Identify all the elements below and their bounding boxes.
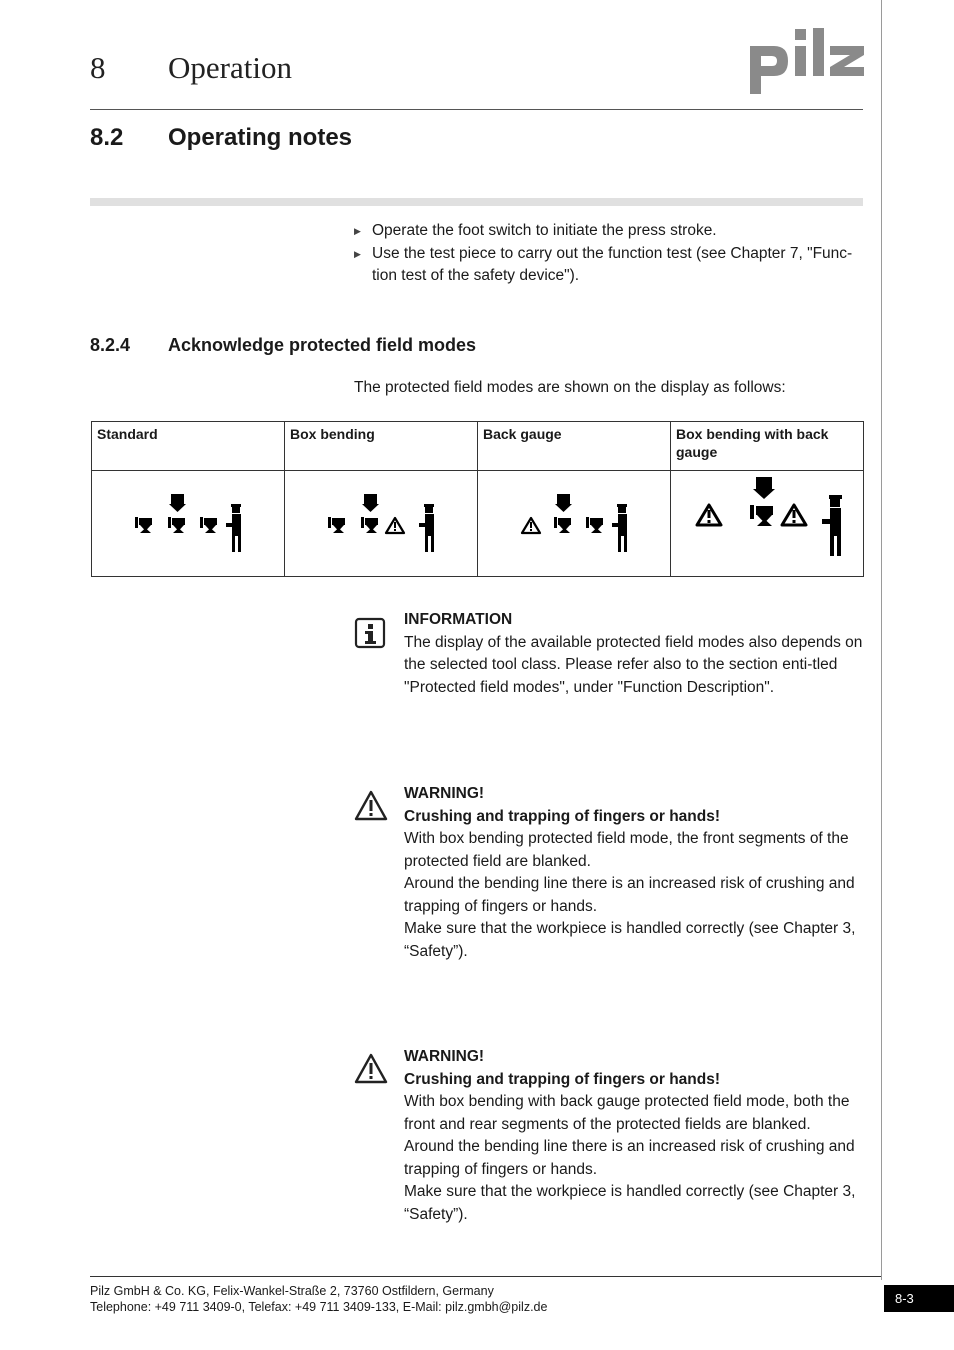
step-item <box>354 243 866 288</box>
step-text: Operate the foot switch to initiate the press stroke. <box>372 222 717 239</box>
warning-line: Make sure that the workpiece is handled correctly (see Chapter 3, “Safety”). <box>404 1183 856 1223</box>
operator-icon <box>226 504 241 552</box>
warning-triangle-icon <box>354 1052 388 1086</box>
footer-address: Pilz GmbH & Co. KG, Felix-Wankel-Straße 2, 73760 Ostfildern, Germany <box>90 1284 494 1298</box>
warning-line: Around the bending line there is an increased risk of crushing and trapping of fingers or hands. <box>404 1138 855 1178</box>
footer <box>90 1283 547 1315</box>
column-header: Box bending with back gauge <box>671 422 864 471</box>
warning-subtitle: Crushing and trapping of fingers or hands! <box>404 807 721 825</box>
box-bending-mode-icon <box>321 476 441 566</box>
warning-line: With box bending protected field mode, the front segments of the protected field are blanked. <box>404 830 849 870</box>
arrow-bullet-icon: ▶ <box>354 226 361 236</box>
step-text: Use the test piece to carry out the function test (see Chapter 7, "Func-tion test of the safety device"). <box>372 244 853 284</box>
pilz-logo <box>748 26 866 96</box>
press-tool-segment-icon <box>168 494 186 533</box>
column-header: Back gauge <box>478 422 671 471</box>
box-bending-back-gauge-mode-icon <box>687 471 847 571</box>
press-tool-segment-icon <box>361 494 379 533</box>
warning-body <box>404 1046 864 1226</box>
table-row <box>92 471 864 577</box>
warning-title: WARNING! <box>404 785 485 802</box>
warning-title: WARNING! <box>404 1048 485 1065</box>
column-header: Box bending <box>285 422 478 471</box>
warning-triangle-icon <box>782 505 806 525</box>
arrow-bullet-icon: ▶ <box>354 248 361 259</box>
operator-icon <box>419 504 434 552</box>
warning-triangle-icon <box>697 505 721 525</box>
section-title: Operating notes <box>168 124 353 151</box>
chapter-title: Operation <box>168 50 292 85</box>
warning-triangle-icon <box>386 518 404 533</box>
warning-triangle-icon <box>522 518 540 533</box>
protected-field-modes-table <box>91 421 864 577</box>
warning-line: Around the bending line there is an increased risk of crushing and trapping of fingers or hands. <box>404 875 855 915</box>
chapter-number: 8 <box>90 50 106 85</box>
footer-rule <box>90 1276 881 1277</box>
information-text: The display of the available protected field modes also depends on the selected tool class. Please refer also to the section enti-tled "Protected field modes", under "Function Description". <box>404 633 863 696</box>
operator-icon <box>612 504 627 552</box>
press-tool-segment-icon <box>750 477 775 526</box>
warning-subtitle: Crushing and trapping of fingers or hands! <box>404 1070 721 1088</box>
mode-box-bending-back-gauge-cell <box>671 471 864 577</box>
section-divider-band <box>90 198 863 206</box>
subsection-number: 8.2.4 <box>90 335 131 355</box>
column-header: Standard <box>92 422 285 471</box>
info-icon <box>354 617 388 651</box>
operator-icon <box>822 495 842 556</box>
step-item <box>354 220 866 243</box>
step-list <box>354 220 866 288</box>
intro-text: The protected field modes are shown on the display as follows: <box>354 379 786 396</box>
information-body <box>404 609 864 699</box>
mode-standard-cell <box>92 471 285 577</box>
section-number: 8.2 <box>90 124 124 151</box>
protected-field-segment-icon <box>200 517 217 533</box>
press-tool-segment-icon <box>554 494 572 533</box>
warning-triangle-icon <box>354 789 388 823</box>
warning-line: Make sure that the workpiece is handled correctly (see Chapter 3, “Safety”). <box>404 920 856 960</box>
protected-field-segment-icon <box>135 517 152 533</box>
warning-body <box>404 783 864 963</box>
back-gauge-mode-icon <box>514 476 634 566</box>
mode-back-gauge-cell <box>478 471 671 577</box>
standard-mode-icon <box>128 476 248 566</box>
table-header-row <box>92 422 864 471</box>
right-margin-rule <box>881 0 882 1280</box>
header-rule <box>90 109 863 110</box>
footer-contact: Telephone: +49 711 3409-0, Telefax: +49 711 3409-133, E-Mail: pilz.gmbh@pilz.de <box>90 1300 548 1314</box>
mode-box-bending-cell <box>285 471 478 577</box>
protected-field-segment-icon <box>328 517 345 533</box>
information-title: INFORMATION <box>404 611 513 628</box>
warning-line: With box bending with back gauge protected field mode, both the front and rear segments of the protected fields are blanked. <box>404 1093 850 1133</box>
protected-field-segment-icon <box>586 517 603 533</box>
subsection-title: Acknowledge protected field modes <box>168 335 477 355</box>
page-number: 8-3 <box>884 1285 954 1312</box>
